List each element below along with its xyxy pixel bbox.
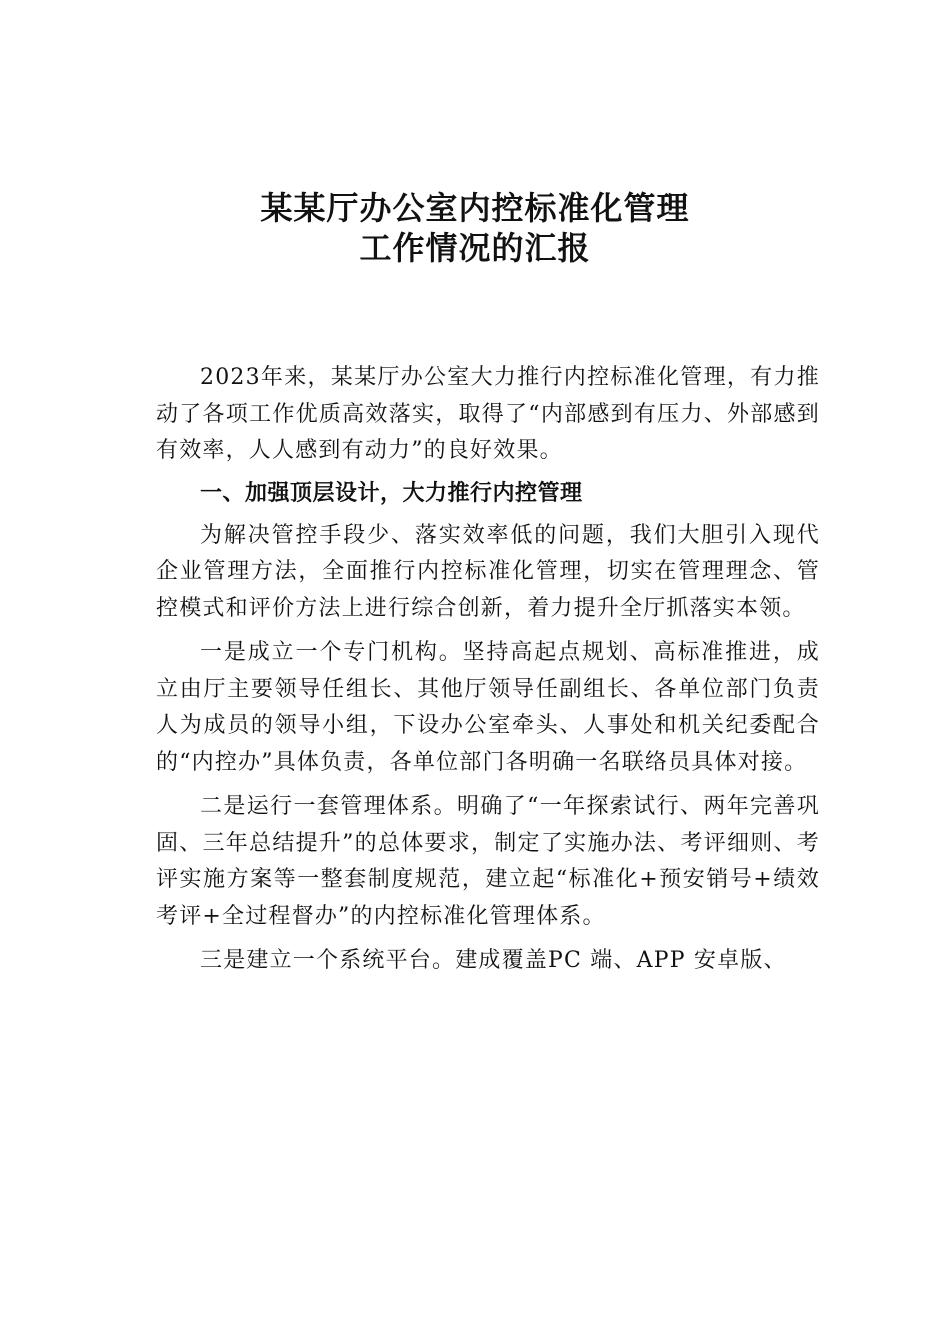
- document-title-line-1: 某某厅办公室内控标准化管理: [260, 189, 690, 227]
- document-body: [156, 360, 820, 980]
- section-heading-1: 一、加强顶层设计，大力推行内控管理: [200, 480, 583, 506]
- paragraph-point-3: 三是建立一个系统平台。建成覆盖PC 端、APP 安卓版、: [200, 948, 787, 973]
- paragraph-section-1-intro: 为解决管控手段少、落实效率低的问题，我们大胆引入现代企业管理方法，全面推行内控标准化管理，切实在管理理念、管控模式和评价方法上进行综合创新，着力提升全厅抓落实本领。: [156, 522, 820, 621]
- paragraph-intro: 2023年来，某某厅办公室大力推行内控标准化管理，有力推动了各项工作优质高效落实，取得了“内部感到有压力、外部感到有效率，人人感到有动力”的良好效果。: [156, 365, 820, 463]
- paragraph-point-1: 一是成立一个专门机构。坚持高起点规划、高标准推进，成立由厅主要领导任组长、其他厅领导任副组长、各单位部门负责人为成员的领导小组，下设办公室牵头、人事处和机关纪委配合的“内控办”具体负责，各单位部门各明确一名联络员具体对接。: [156, 640, 820, 775]
- document-title-line-2: 工作情况的汇报: [359, 229, 591, 267]
- paragraph-point-2: 二是运行一套管理体系。明确了“一年探索试行、两年完善巩固、三年总结提升”的总体要求，制定了实施办法、考评细则、考评实施方案等一整套制度规范，建立起“标准化+预安销号+绩效考评+全过程督办”的内控标准化管理体系。: [156, 794, 820, 929]
